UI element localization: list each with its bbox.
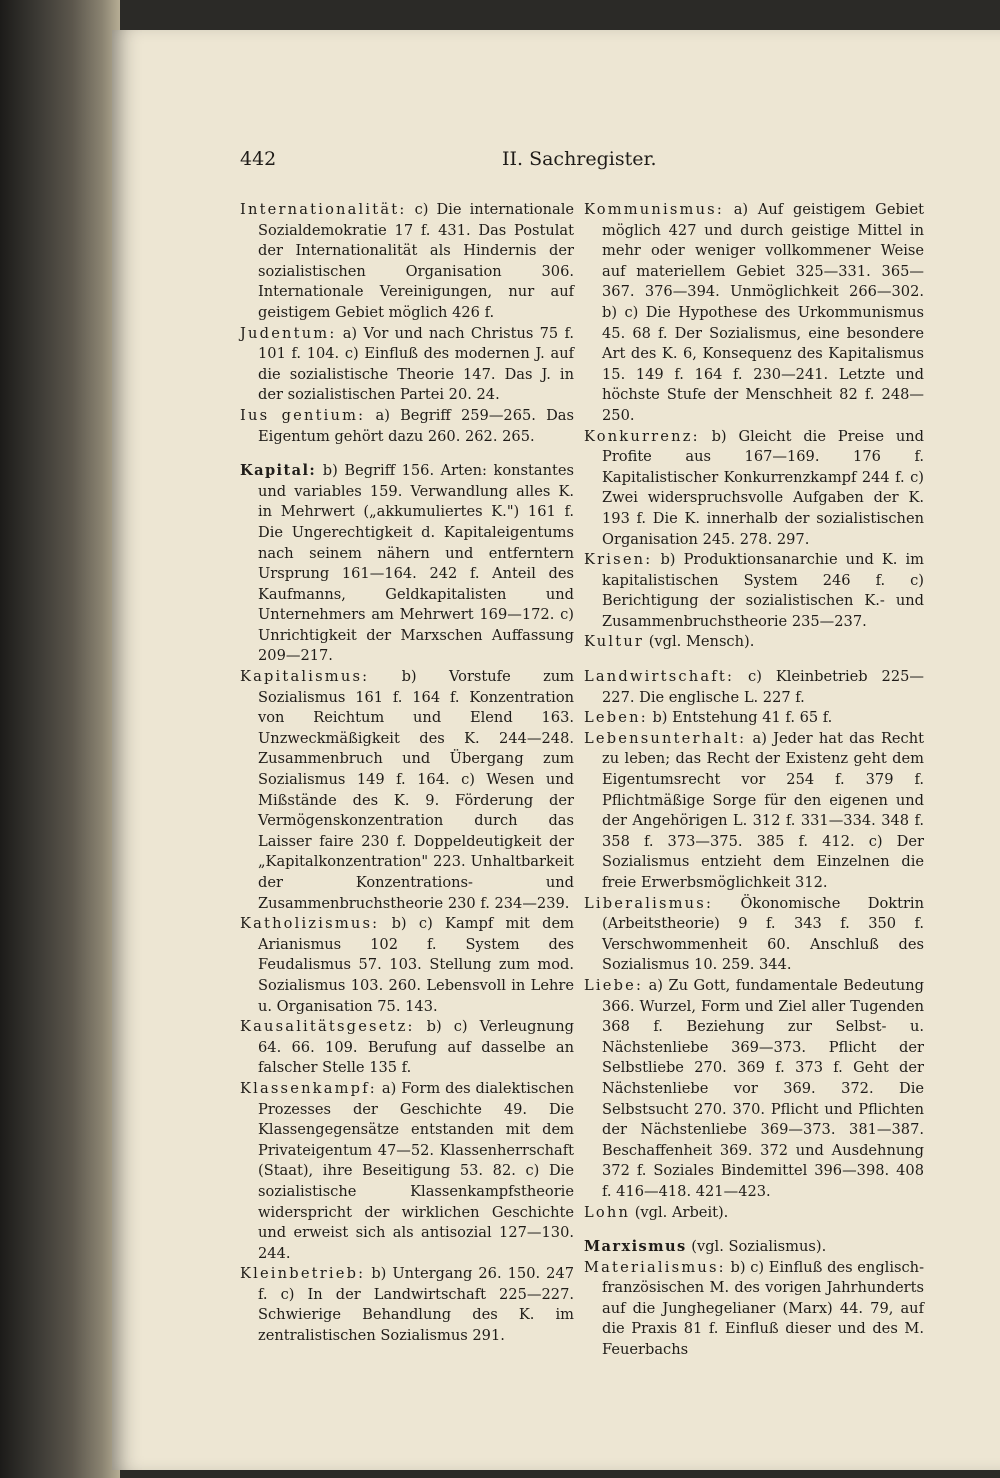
index-entry <box>240 324 574 406</box>
index-term: Liberalismus: <box>584 894 714 912</box>
index-text: a) Zu Gott, fundamentale Bedeutung 366. Wurzel, Form und Ziel aller Tugenden 368 f. Beziehung zur Selbst- u. Nächstenliebe 369—373. Pflicht der Selbstliebe 270. 369 f. 373 f. Geht der Nächstenliebe vor 369. 372. Die Selbstsucht 270. 370. Pflicht und Pflichten der Nächstenliebe 369—373. 381—387. Beschaffenheit 369. 372 und Ausdehnung 372 f. Soziales Bindemittel 396—398. 408 f. 416—418. 421—423. <box>602 976 925 1200</box>
index-entry <box>240 1079 574 1264</box>
index-text: b) Produktionsanarchie und K. im kapitalistischen System 246 f. c) Berichtigung der sozialistischen K.- und Zusammenbruchstheorie 235—237. <box>602 551 924 630</box>
index-term: Lohn <box>584 1203 631 1221</box>
index-term: Kleinbetrieb: <box>240 1265 366 1283</box>
index-entry <box>240 461 574 667</box>
index-text: c) Kleinbetrieb 225—227. Die englische L. 227 f. <box>602 668 924 706</box>
index-entry <box>240 667 574 914</box>
index-text: b) c) Kampf mit dem Arianismus 102 f. System des Feudalismus 57. 103. Stellung zum mod. Sozialismus 103. 260. Lebensvoll in Lehre u. Organisation 75. 143. <box>258 915 574 1015</box>
index-term: Liebe: <box>584 976 644 994</box>
index-term: Konkurrenz: <box>584 427 700 445</box>
index-entry <box>584 667 924 708</box>
index-text: (vgl. Mensch). <box>648 633 755 651</box>
book-spine-edge <box>0 0 120 1478</box>
index-term: Kapital: <box>240 462 317 480</box>
index-term: Kapitalismus: <box>240 668 370 686</box>
index-term: Kausalitätsgesetz: <box>240 1018 415 1036</box>
index-text: b) Untergang 26. 150. 247 f. c) In der Landwirtschaft 225—227. Schwierige Behandlung des K. im zentralistischen Sozialismus 291. <box>258 1265 575 1345</box>
index-entry <box>240 914 574 1017</box>
index-text: b) Vorstufe zum Sozialismus 161 f. 164 f. Konzentration von Reichtum und Elend 163. Unzweckmäßigkeit des K. 244—248. Zusammenbruch und Übergang zum Sozialismus 149 f. 164. c) Wesen und Mißstände des K. 9. Förderung der Vermögenskonzentration durch das Laisser faire 230 f. Doppeldeutigkeit der „Kapitalkonzentration" 223. Unhaltbarkeit der Konzentrations- und Zusammenbruchstheorie 230 f. 234—239. <box>258 668 574 912</box>
index-term: Judentum: <box>240 324 337 342</box>
index-entry <box>584 1203 924 1224</box>
page-number: 442 <box>240 148 277 170</box>
index-entry <box>240 1264 574 1346</box>
index-text: (vgl. Arbeit). <box>634 1203 729 1221</box>
book-page <box>112 30 1000 1470</box>
index-text: b) c) Einfluß des englisch-französischen M. des vorigen Jahrhunderts auf die Junghegelianer (Marx) 44. 79, auf die Praxis 81 f. Einfluß dieser und des M. Feuerbachs <box>602 1258 925 1359</box>
index-text: a) Begriff 259—265. Das Eigentum gehört dazu 260. 262. 265. <box>258 406 574 445</box>
index-text: b) c) Verleugnung 64. 66. 109. Berufung auf dasselbe an falscher Stelle 135 f. <box>258 1018 575 1077</box>
index-column-left <box>240 200 574 1347</box>
index-text: a) Form des dialektischen Prozesses der Geschichte 49. Die Klassengegensätze entstanden mit dem Privateigentum 47—52. Klassenherrschaft (Staat), ihre Beseitigung 53. 82. c) Die sozialistische Klassenkampfstheorie widerspricht der wirklichen Geschichte und erweist sich als antisozial 127—130. 244. <box>258 1079 574 1262</box>
index-term: Lebensunterhalt: <box>584 729 747 747</box>
index-entry <box>584 894 924 976</box>
index-term: Klassenkampf: <box>240 1079 377 1097</box>
page-header <box>240 148 760 178</box>
index-term: Marxismus <box>584 1238 687 1256</box>
index-term: Landwirtschaft: <box>584 668 735 686</box>
index-term: Katholizismus: <box>240 915 380 933</box>
index-entry <box>584 427 924 551</box>
index-entry <box>584 632 924 653</box>
index-entry <box>240 406 574 447</box>
index-text: a) Vor und nach Christus 75 f. 101 f. 104. c) Einfluß des modernen J. auf die sozialistische Theorie 147. Das J. in der sozialistischen Partei 20. 24. <box>258 324 574 404</box>
index-term: Materialismus: <box>584 1258 726 1276</box>
index-entry <box>584 200 924 427</box>
index-term: Kommunismus: <box>584 201 724 218</box>
index-text: (vgl. Sozialismus). <box>691 1238 827 1256</box>
index-entry <box>584 550 924 632</box>
index-entry <box>584 1258 924 1361</box>
index-entry <box>584 1237 924 1258</box>
index-entry <box>584 729 924 894</box>
index-text: Ökonomische Doktrin (Arbeitstheorie) 9 f. 343 f. 350 f. Verschwommenheit 60. Anschluß des Sozialismus 10. 259. 344. <box>602 894 924 974</box>
index-term: Internationalität: <box>240 201 407 218</box>
index-entry <box>584 708 924 729</box>
index-entry <box>240 1017 574 1079</box>
index-term: Kultur <box>584 633 645 651</box>
index-text: b) Begriff 156. Arten: konstantes und variables 159. Verwandlung alles K. in Mehrwert („akkumuliertes K.") 161 f. Die Ungerechtigkeit d. Kapitaleigentums nach seinem nähern und entferntern Ursprung 161—164. 242 f. Anteil des Kaufmanns, Geldkapitalisten und Unternehmers am Mehrwert 169—172. c) Unrichtigkeit der Marxschen Auffassung 209—217. <box>258 462 574 665</box>
index-text: a) Jeder hat das Recht zu leben; das Recht der Existenz geht dem Eigentumsrecht vor 254 f. 379 f. Pflichtmäßige Sorge für den eigenen und der Angehörigen L. 312 f. 331—334. 348 f. 358 f. 373—375. 385 f. 412. c) Der Sozialismus entzieht dem Einzelnen die freie Erwerbsmöglichkeit 312. <box>602 729 924 891</box>
running-head: II. Sachregister. <box>502 148 657 170</box>
index-term: Leben: <box>584 709 648 727</box>
index-term: Ius gentium: <box>240 406 366 424</box>
index-text: a) Auf geistigem Gebiet möglich 427 und durch geistige Mittel in mehr oder weniger vollkommener Weise auf materiellem Gebiet 325—331. 365—367. 376—394. Unmöglichkeit 266—302. b) c) Die Hypothese des Urkommunismus 45. 68 f. Der Sozialismus, eine besondere Art des K. 6, Konsequenz des Kapitalismus 15. 149 f. 164 f. 230—241. Letzte und höchste Stufe der Menschheit 82 f. 248—250. <box>602 201 924 424</box>
index-entry <box>584 976 924 1203</box>
index-column-right <box>584 200 924 1361</box>
index-text: b) Gleicht die Preise und Profite aus 167—169. 176 f. Kapitalistischer Konkurrenzkampf 244 f. c) Zwei widerspruchsvolle Aufgaben der K. 193 f. Die K. innerhalb der sozialistischen Organisation 245. 278. 297. <box>602 427 925 548</box>
index-text: b) Entstehung 41 f. 65 f. <box>652 709 833 727</box>
index-term: Krisen: <box>584 551 653 569</box>
index-entry <box>240 200 574 324</box>
index-text: c) Die internationale Sozialdemokratie 17 f. 431. Das Postulat der Internationalität als Hindernis der sozialistischen Organisation 306. Internationale Vereinigungen, nur auf geistigem Gebiet möglich 426 f. <box>258 201 575 321</box>
